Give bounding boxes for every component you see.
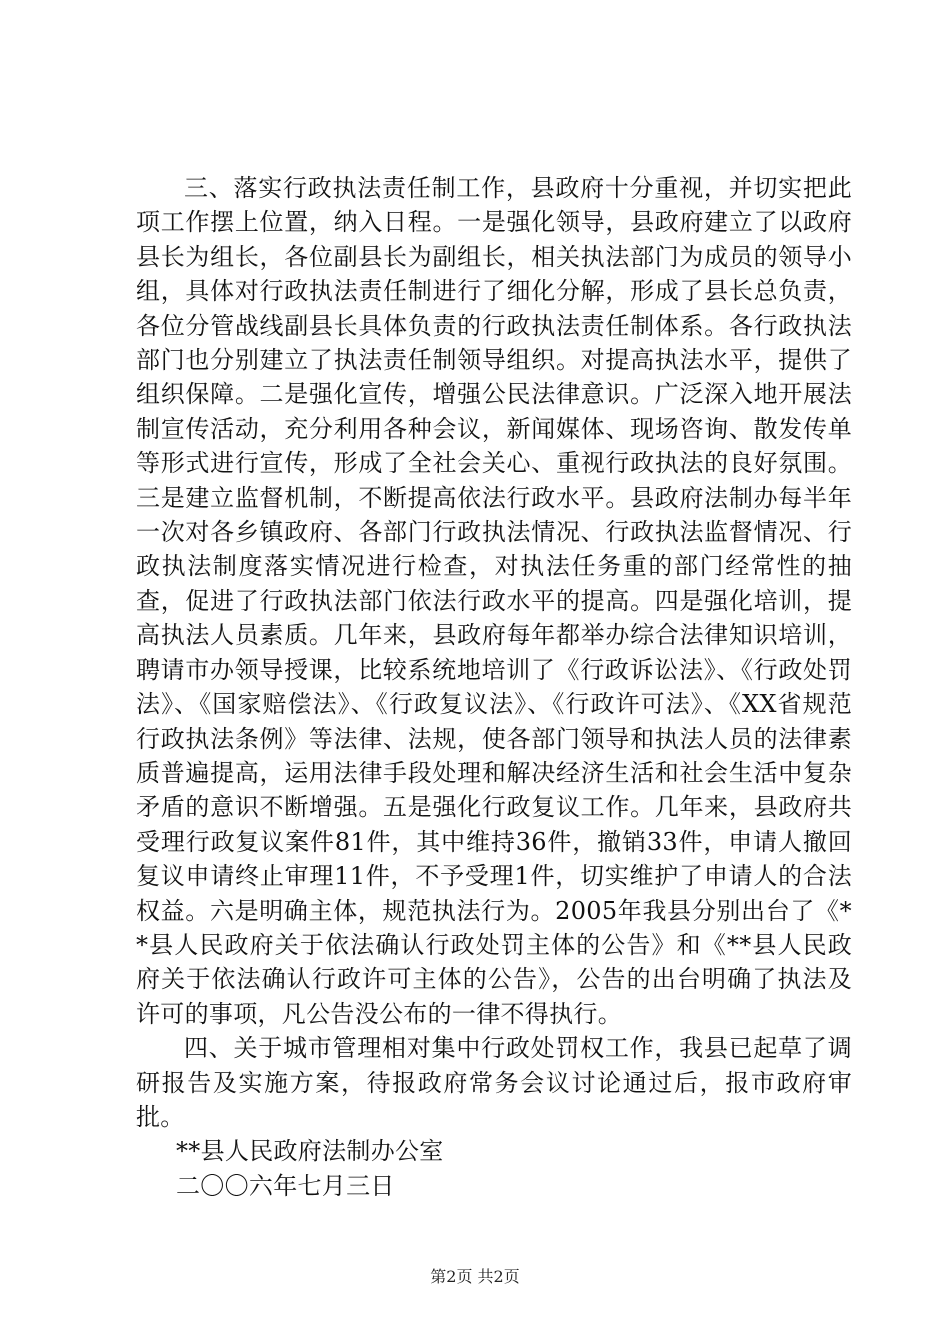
paragraph-section-three: 三、落实行政执法责任制工作，县政府十分重视，并切实把此项工作摆上位置，纳入日程。一是强化领导，县政府建立了以政府县长为组长，各位副县长为副组长，相关执法部门为成员的领导小组，具体对行政执法责任制进行了细化分解，形成了县长总负责，各位分管战线副县长具体负责的行政执法责任制体系。各行政执法部门也分别建立了执法责任制领导组织。对提高执法水平，提供了组织保障。二是强化宣传，增强公民法律意识。广泛深入地开展法制宣传活动，充分利用各种会议，新闻媒体、现场咨询、散发传单等形式进行宣传，形成了全社会关心、重视行政执法的良好氛围。三是建立监督机制，不断提高依法行政水平。县政府法制办每半年一次对各乡镇政府、各部门行政执法情况、行政执法监督情况、行政执法制度落实情况进行检查，对执法任务重的部门经常性的抽查，促进了行政执法部门依法行政水平的提高。四是强化培训，提高执法人员素质。几年来，县政府每年都举办综合法律知识培训，聘请市办领导授课，比较系统地培训了《行政诉讼法》、《行政处罚法》、《国家赔偿法》、《行政复议法》、《行政许可法》、《XX省规范行政执法条例》等法律、法规，使各部门领导和执法人员的法律素质普遍提高，运用法律手段处理和解决经济生活和社会生活中复杂矛盾的意识不断增强。五是强化行政复议工作。几年来，县政府共受理行政复议案件81件，其中维持36件，撤销33件，申请人撤回复议申请终止审理11件，不予受理1件，切实维护了申请人的合法权益。六是明确主体，规范执法行为。2005年我县分别出台了《**县人民政府关于依法确认行政处罚主体的公告》和《**县人民政府关于依法确认行政许可主体的公告》，公告的出台明确了执法及许可的事项，凡公告没公布的一律不得执行。 bbox=[136, 174, 852, 1028]
signature-date: 二〇〇六年七月三日 bbox=[176, 1171, 395, 1200]
paragraph-section-four: 四、关于城市管理相对集中行政处罚权工作，我县已起草了调研报告及实施方案，待报政府常务会议讨论通过后，报市政府审批。 bbox=[136, 1034, 852, 1131]
signature-organization: **县人民政府法制办公室 bbox=[176, 1137, 444, 1166]
page-footer: 第2页 共2页 bbox=[430, 1267, 520, 1286]
document-body bbox=[136, 171, 852, 1203]
